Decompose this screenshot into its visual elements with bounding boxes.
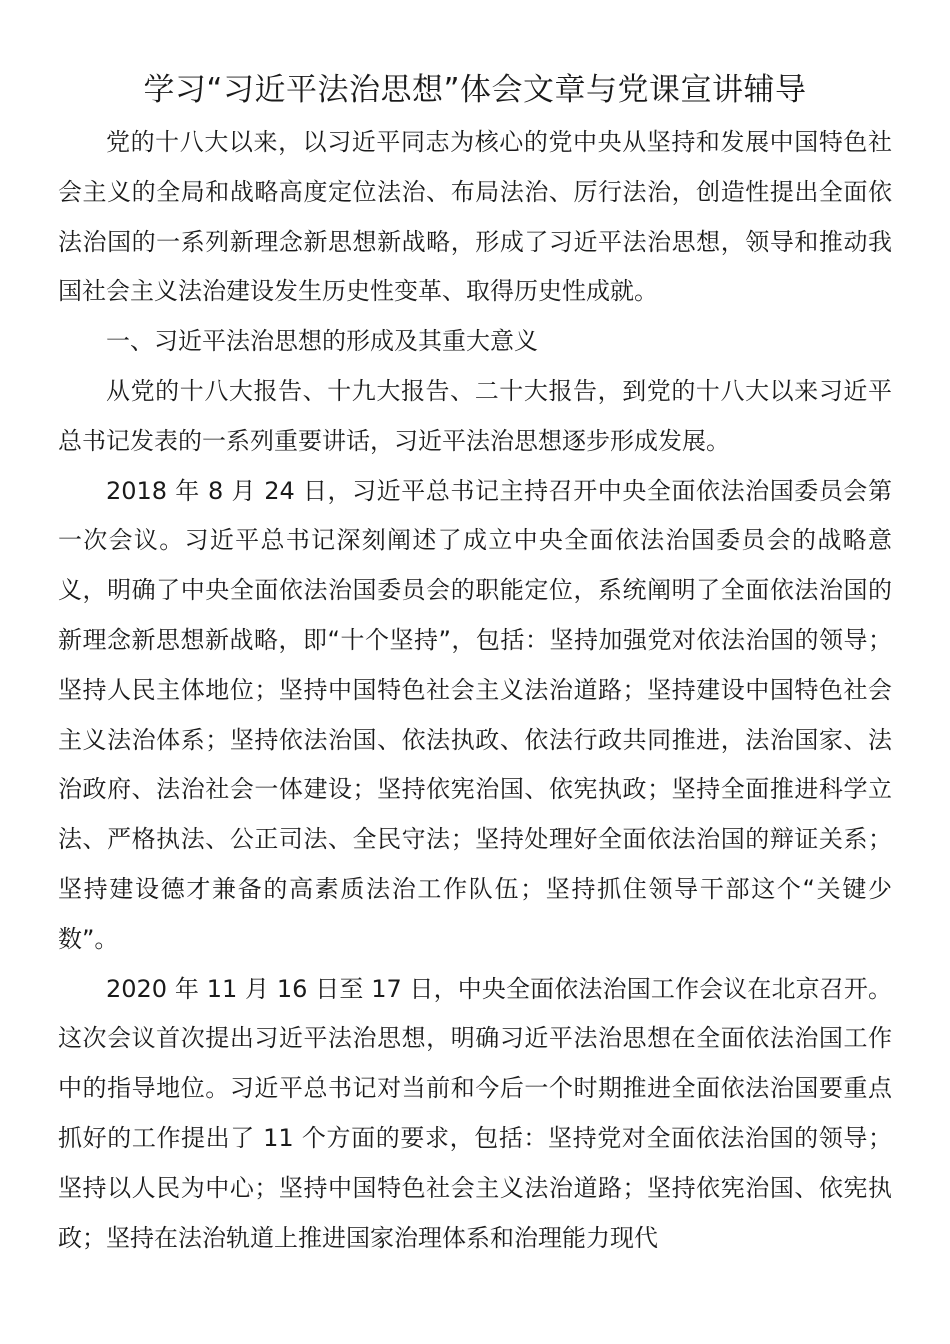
paragraph-2018-meeting: 2018 年 8 月 24 日，习近平总书记主持召开中央全面依法治国委员会第一次会议。习近平总书记深刻阐述了成立中央全面依法治国委员会的战略意义，明确了中央全面依法治国委员会的职能定位，系统阐明了全面依法治国的新理念新思想新战略，即“十个坚持”，包括：坚持加强党对依法治国的领导；坚持人民主体地位；坚持中国特色社会主义法治道路；坚持建设中国特色社会主义法治体系；坚持依法治国、依法执政、依法行政共同推进，法治国家、法治政府、法治社会一体建设；坚持依宪治国、依宪执政；坚持全面推进科学立法、严格执法、公正司法、全民守法；坚持处理好全面依法治国的辩证关系；坚持建设德才兼备的高素质法治工作队伍；坚持抓住领导干部这个“关键少数”。	[58, 476, 892, 953]
paragraph-intro: 党的十八大以来，以习近平同志为核心的党中央从坚持和发展中国特色社会主义的全局和战略高度定位法治、布局法治、厉行法治，创造性提出全面依法治国的一系列新理念新思想新战略，形成了习近平法治思想，领导和推动我国社会主义法治建设发生历史性变革、取得历史性成就。	[58, 128, 892, 306]
paragraph-2020-meeting: 2020 年 11 月 16 日至 17 日，中央全面依法治国工作会议在北京召开。这次会议首次提出习近平法治思想，明确习近平法治思想在全面依法治国工作中的指导地位。习近平总书记对当前和今后一个时期推进全面依法治国要重点抓好的工作提出了 11 个方面的要求，包括：坚持党对全面依法治国的领导；坚持以人民为中心；坚持中国特色社会主义法治道路；坚持依宪治国、依宪执政；坚持在法治轨道上推进国家治理体系和治理能力现代	[58, 974, 892, 1252]
paragraph-formation: 从党的十八大报告、十九大报告、二十大报告，到党的十八大以来习近平总书记发表的一系列重要讲话，习近平法治思想逐步形成发展。	[58, 376, 892, 455]
document-title: 学习“习近平法治思想”体会文章与党课宣讲辅导	[143, 72, 807, 108]
section-heading-1: 一、习近平法治思想的形成及其重大意义	[106, 327, 538, 356]
